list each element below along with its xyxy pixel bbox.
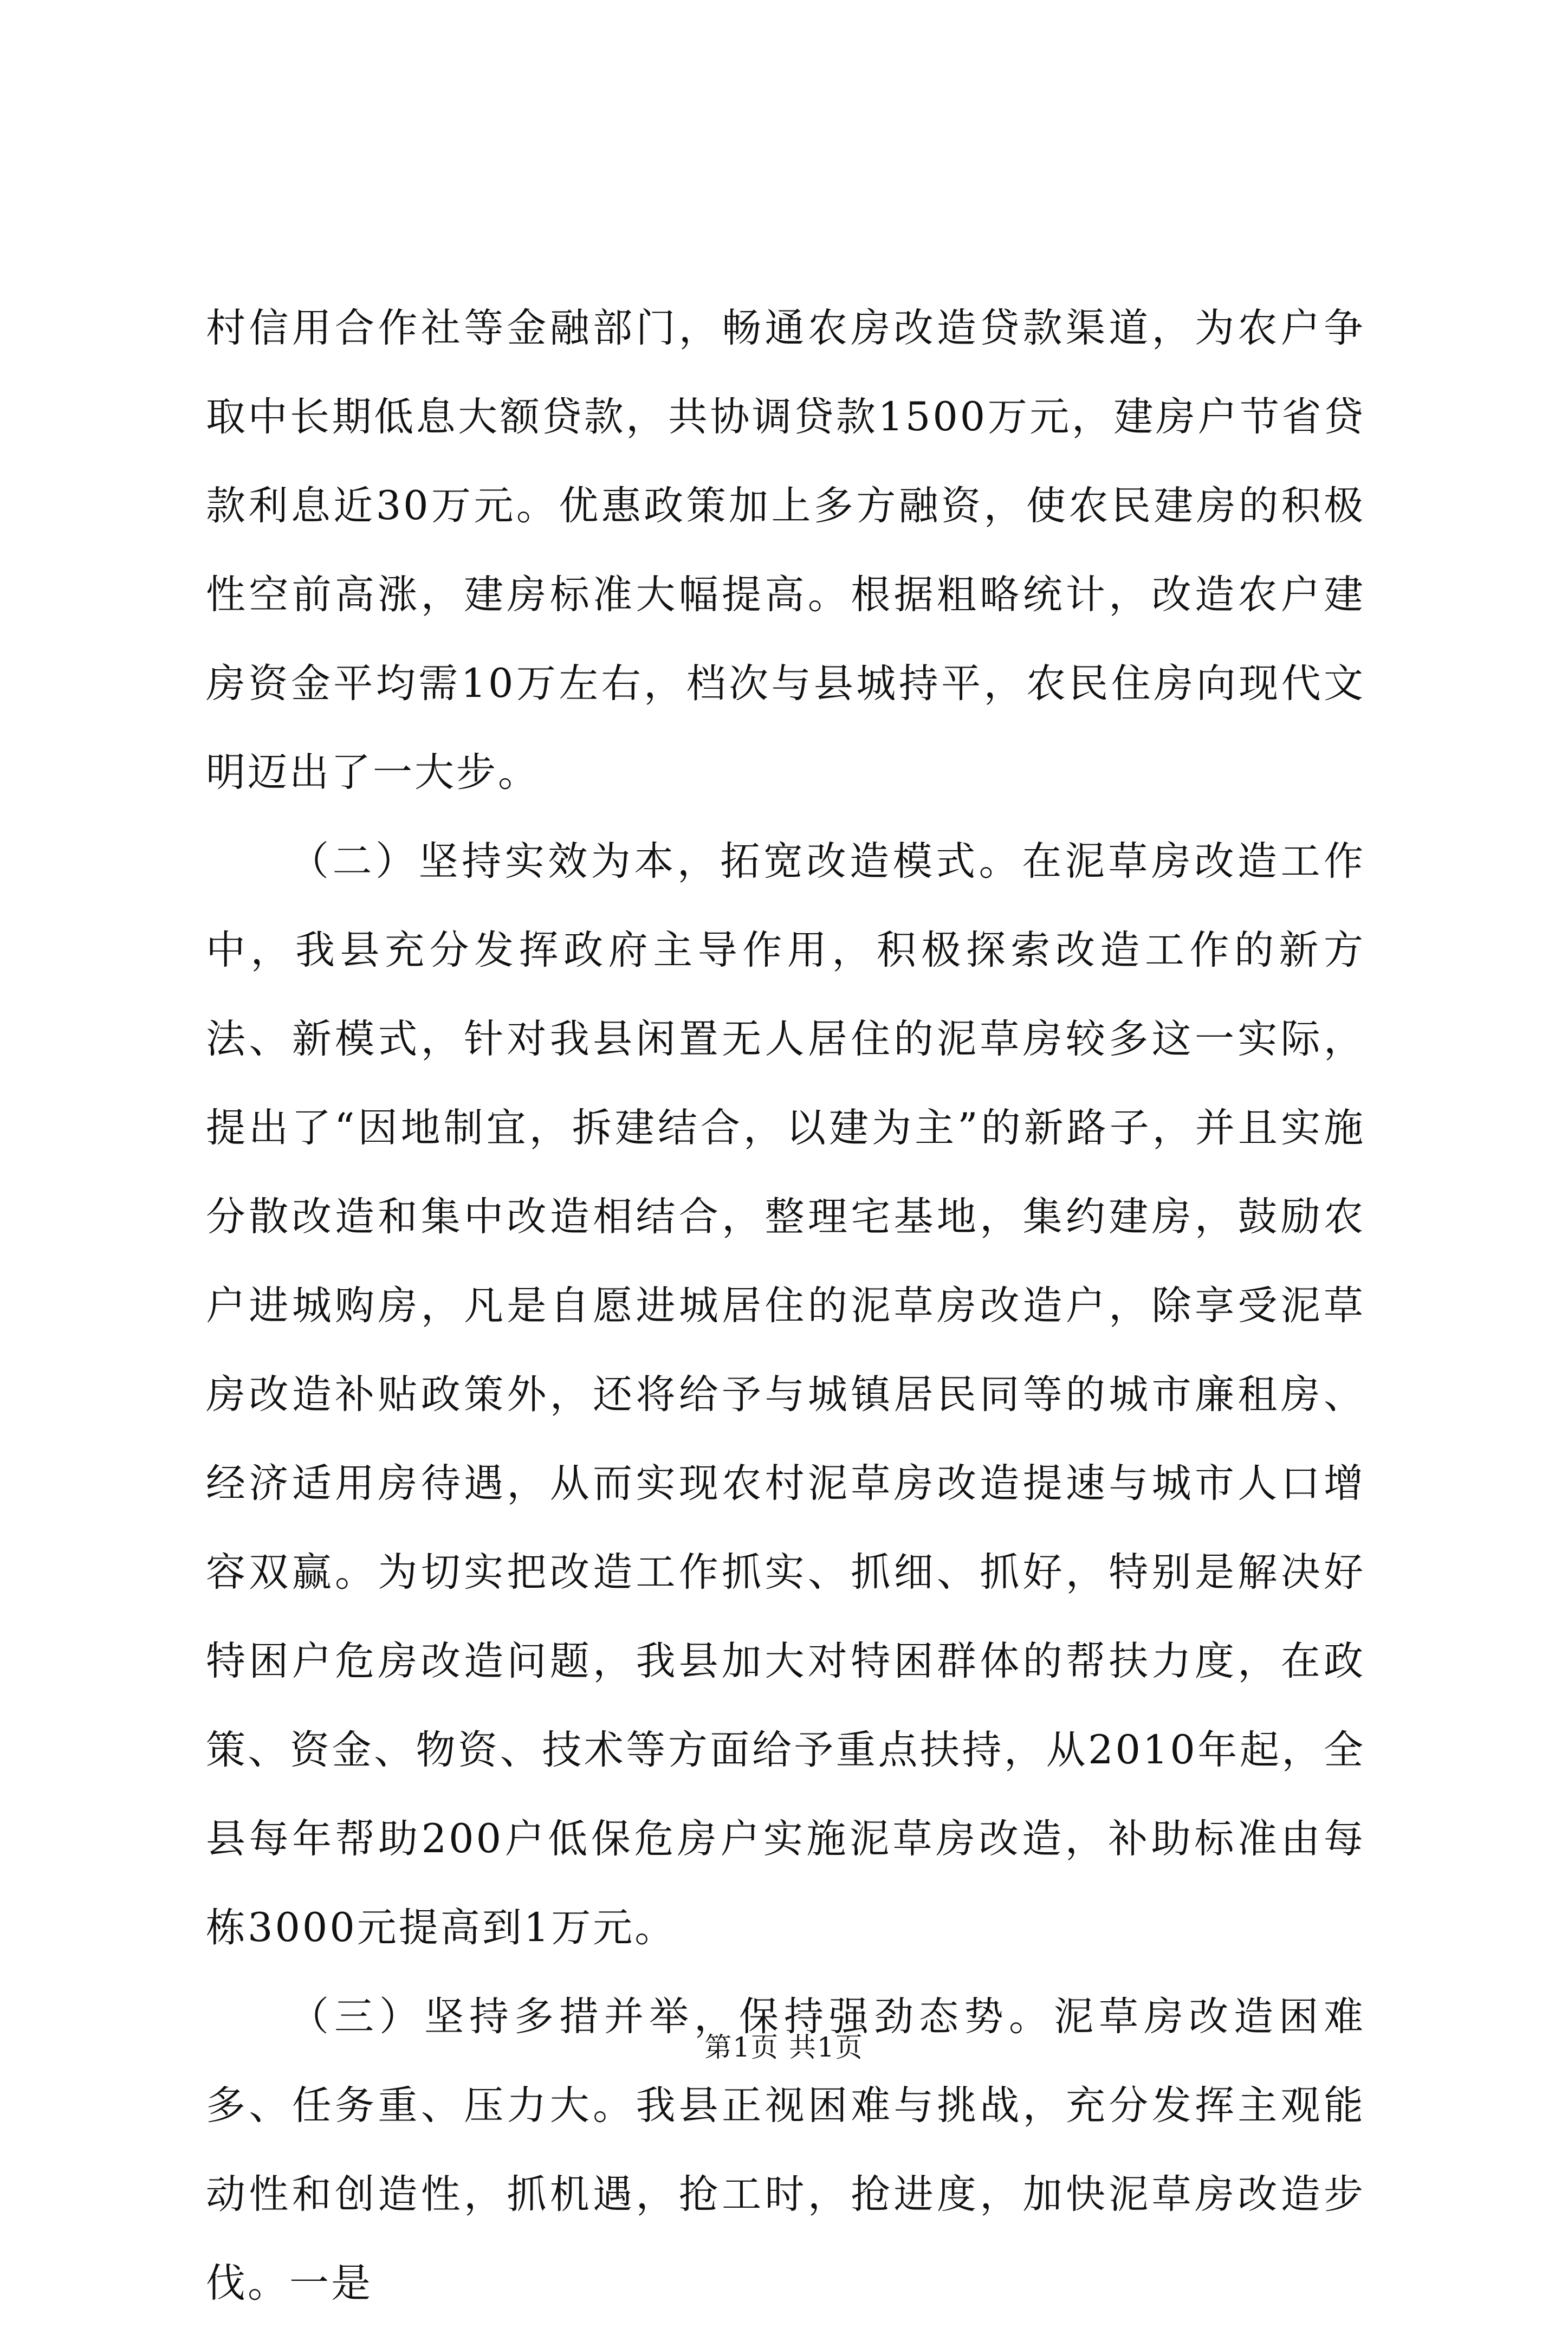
document-body: [206, 284, 1365, 2328]
paragraph-continuation: 村信用合作社等金融部门，畅通农房改造贷款渠道，为农户争取中长期低息大额贷款，共协调贷款1500万元，建房户节省贷款利息近30万元。优惠政策加上多方融资，使农民建房的积极性空前高涨，建房标准大幅提高。根据粗略统计，改造农户建房资金平均需10万左右，档次与县城持平，农民住房向现代文明迈出了一大步。: [206, 305, 1365, 796]
paragraph-section-two: （二）坚持实效为本，拓宽改造模式。在泥草房改造工作中，我县充分发挥政府主导作用，积极探索改造工作的新方法、新模式，针对我县闲置无人居住的泥草房较多这一实际，提出了“因地制宜，拆建结合，以建为主”的新路子，并且实施分散改造和集中改造相结合，整理宅基地，集约建房，鼓励农户进城购房，凡是自愿进城居住的泥草房改造户，除享受泥草房改造补贴政策外，还将给予与城镇居民同等的城市廉租房、经济适用房待遇，从而实现农村泥草房改造提速与城市人口增容双赢。为切实把改造工作抓实、抓细、抓好，特别是解决好特困户危房改造问题，我县加大对特困群体的帮扶力度，在政策、资金、物资、技术等方面给予重点扶持，从2010年起，全县每年帮助200户低保危房户实施泥草房改造，补助标准由每栋3000元提高到1万元。: [206, 838, 1365, 1951]
paragraph-section-three: （三）坚持多措并举，保持强劲态势。泥草房改造困难多、任务重、压力大。我县正视困难与挑战，充分发挥主观能动性和创造性，抓机遇，抢工时，抢进度，加快泥草房改造步伐。一是: [206, 1994, 1365, 2306]
page-footer: 第1页 共1页: [704, 2032, 864, 2063]
